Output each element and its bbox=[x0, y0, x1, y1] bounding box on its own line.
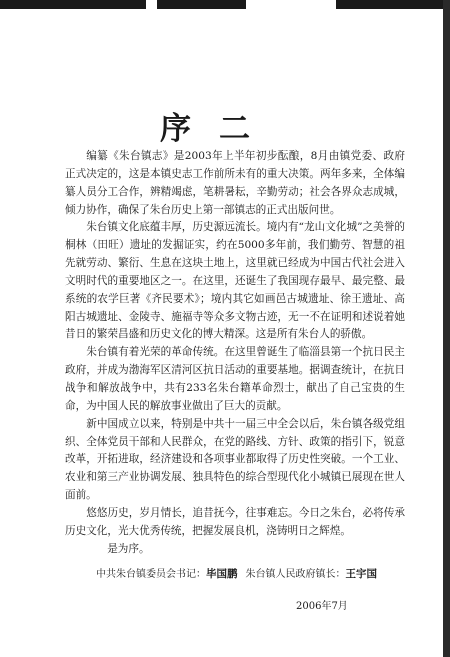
paragraph: 悠悠历史，岁月情长，追昔抚今，往事难忘。今日之朱台，必将传承历史文化，光大优秀传统，把握发展良机，浇铸明日之辉煌。 bbox=[65, 506, 405, 537]
mayor-label: 朱台镇人民政府镇长： bbox=[245, 569, 346, 580]
preface-body bbox=[65, 148, 405, 558]
closing-line: 是为序。 bbox=[107, 542, 150, 555]
scan-top-edge bbox=[0, 0, 450, 9]
party-secretary-label: 中共朱台镇委员会书记： bbox=[96, 569, 206, 580]
date: 2006年7月 bbox=[296, 601, 348, 612]
paragraph: 朱台镇文化底蕴丰厚，历史源远流长。境内有“龙山文化城”之美誉的桐林（田旺）遗址的发掘证实，约在5000多年前，我们勤劳、智慧的祖先就劳动、繁衍、生息在这块土地上，这里就已经成为中国古代社会进入文明时代的重要地区之一。在这里，还诞生了我国现存最早、最完整、最系统的农学巨著《齐民要术》；境内其它如画邑古城遗址、徐王遗址、高阳古城遗址、金陵寺、施福寺等众多文物古迹，无一不在证明和述说着她昔日的繁荣昌盛和历史文化的博大精深。这是所有朱台人的骄傲。 bbox=[65, 221, 405, 341]
signature-line bbox=[96, 567, 416, 582]
paragraph: 新中国成立以来，特别是中共十一届三中全会以后，朱台镇各级党组织、全体党员干部和人民群众，在党的路线、方针、政策的指引下，锐意改革，开拓进取，经济建设和各项事业都取得了历史性突破。一个工业、农业和第三产业协调发展、独具特色的综合型现代化小城镇已展现在世人面前。 bbox=[65, 417, 405, 502]
paragraph: 编纂《朱台镇志》是2003年上半年初步酝酿，8月由镇党委、政府正式决定的，这是本镇史志工作前所未有的重大决策。两年多来，全体编纂人员分工合作，辨精竭虑，笔耕暑耘，辛勤劳动；社会各界众志成城，倾力协作，确保了朱台历史上第一部镇志的正式出版问世。 bbox=[65, 150, 405, 216]
scan-edge-gap bbox=[146, 0, 157, 9]
paragraph: 朱台镇有着光荣的革命传统。在这里曾诞生了临淄县第一个抗日民主政府，并成为渤海军区清河区抗日活动的重要基地。据调查统计，在抗日战争和解放战争中，共有233名朱台籍革命烈士，献出了自己宝贵的生命，为中国人民的解放事业做出了巨大的贡献。 bbox=[65, 346, 405, 412]
page-title: 序二 bbox=[160, 111, 278, 147]
mayor-name: 王宇国 bbox=[345, 568, 377, 580]
party-secretary-name: 毕国鹏 bbox=[206, 568, 238, 580]
scan-right-edge bbox=[443, 0, 450, 657]
scan-edge-gap bbox=[246, 0, 336, 9]
